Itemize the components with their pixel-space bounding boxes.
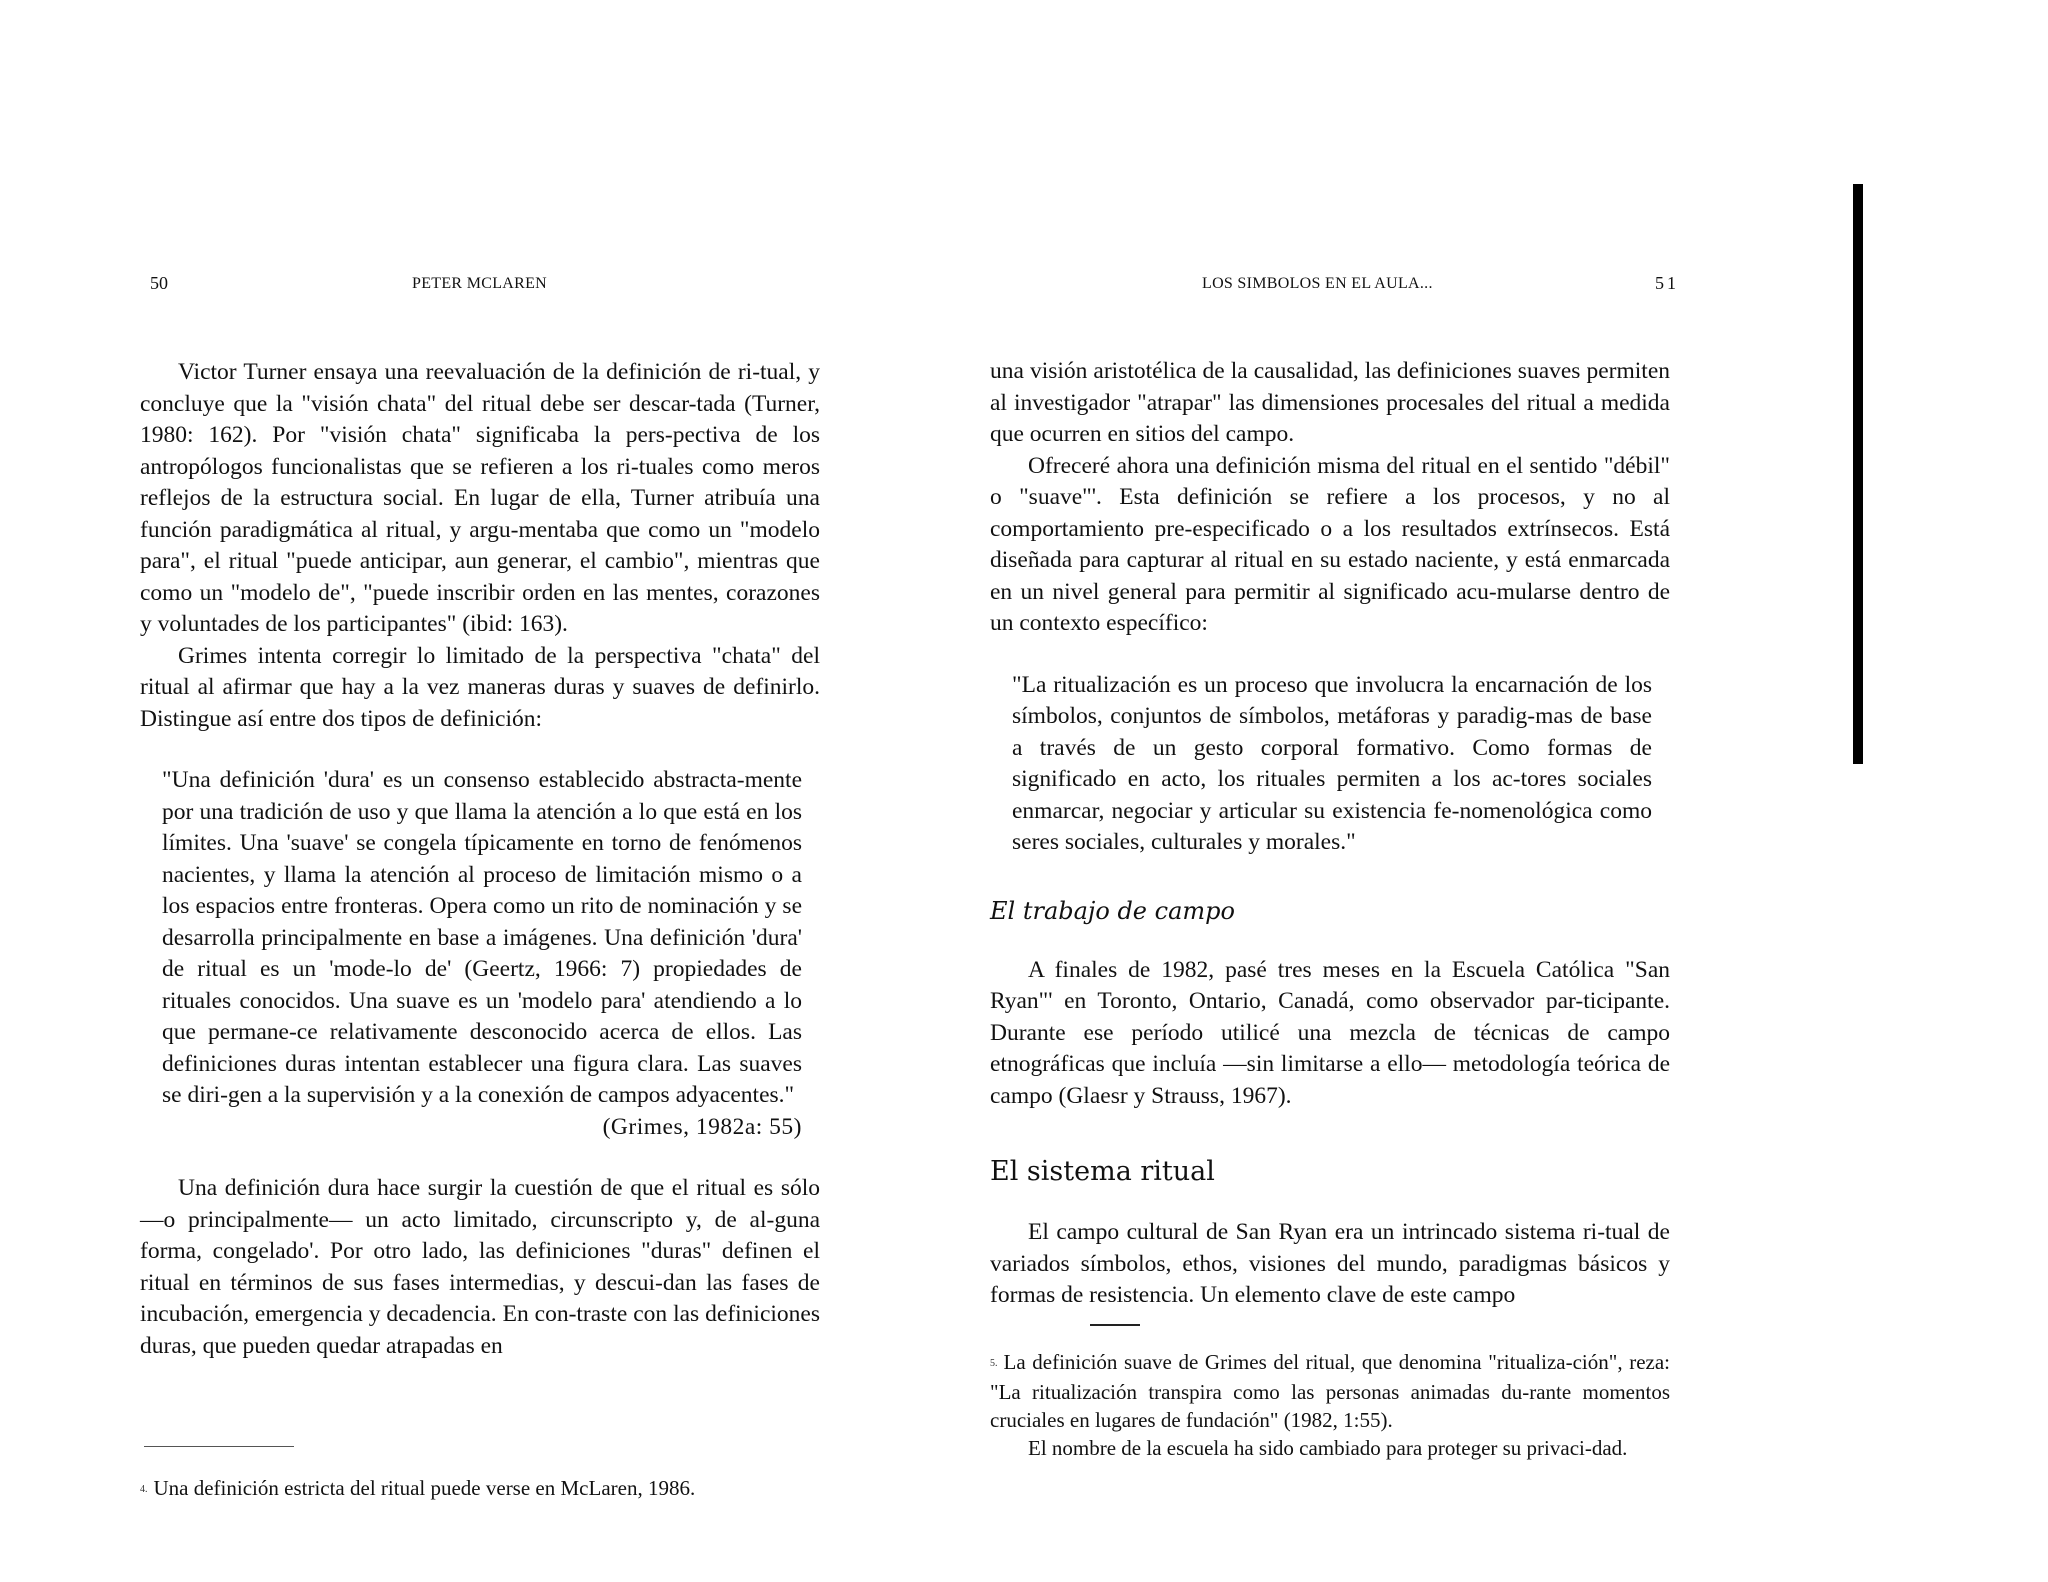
footnote-4 xyxy=(140,1474,820,1504)
paragraph-turner: Victor Turner ensaya una reevaluación de la definición de ri-tual, y concluye que la "visión chata" del ritual debe ser descar-tada (Turner, 1980: 162). Por "visión chata" significaba la pers-pectiva de los antropólogos funcionalistas que se refieren a los ri-tuales como meros reflejos de la estructura social. En lugar de ella, Turner atribuía una función paradigmática al ritual, y argu-mentaba que como un "modelo para", el ritual "puede anticipar, aun generar, el cambio", mientras que como un "modelo de", "puede inscribir orden en las mentes, corazones y voluntades de los participantes" (ibid: 163). xyxy=(140,359,820,637)
section-heading-ritual-system: El sistema ritual xyxy=(990,1156,1215,1187)
footnote-text-6: El nombre de la escuela ha sido cambiado para proteger su privaci-dad. xyxy=(1028,1436,1628,1460)
left-page-body xyxy=(140,357,820,1362)
quote-text: "Una definición 'dura' es un consenso establecido abstracta-mente por una tradición de uso y que llama la atención a lo que está en los límites. Una 'suave' se congela típicamente en torno de fenómenos nacientes, y llama la atención al proceso de limitación mismo o a los espacios entre fronteras. Opera como un rito de nominación y se desarrolla principalmente en base a imágenes. Una definición 'dura' de ritual es un 'mode-lo de' (Geertz, 1966: 7) propiedades de rituales conocidos. Una suave es un 'modelo para' atendiendo a lo que permane-ce relativamente desconocido acerca de ellos. Las definiciones duras intentan establecer una figura clara. Las suaves se diri-gen a la supervisión y a la conexión de campos adyacentes." xyxy=(162,767,802,1108)
page-number-left: 50 xyxy=(150,273,168,293)
scan-edge-bar xyxy=(1853,184,1863,764)
quote-citation: (Grimes, 1982a: 55) xyxy=(602,1113,802,1140)
running-head-author: PETER MCLAREN xyxy=(412,275,548,292)
left-page xyxy=(140,0,840,1582)
footnote-divider xyxy=(1090,1324,1140,1326)
paragraph-continued: una visión aristotélica de la causalidad, las definiciones suaves permiten al investigador "atrapar" las dimensiones procesales del ritual a medida que ocurren en sitios del campo. xyxy=(990,358,1670,447)
footnote-mark: 4. xyxy=(140,1484,148,1495)
footnote-mark: 5. xyxy=(990,1358,998,1369)
section-heading-fieldwork: El trabajo de campo xyxy=(990,896,1235,925)
footnote-divider xyxy=(144,1446,294,1447)
left-page-header xyxy=(140,273,820,297)
paragraph-fieldwork: A finales de 1982, pasé tres meses en la Escuela Católica "San Ryan"' en Toronto, Ontario, Canadá, como observador par-ticipante. Durante ese período utilicé una mezcla de técnicas de campo etnográficas que incluía —sin limitarse a ello— metodología teórica de campo (Glaesr y Strauss, 1967). xyxy=(990,956,1670,1109)
block-quote-ritualization xyxy=(1012,670,1652,859)
footnote-text: Una definición estricta del ritual puede verse en McLaren, 1986. xyxy=(153,1476,696,1500)
right-page xyxy=(990,0,1690,1582)
footnote-text-5: La definición suave de Grimes del ritual, que denomina "ritualiza-ción", reza: "La ritualización transpira como las personas animadas du-rante momentos cruciales en lugares de fundación" (1982, 1:55). xyxy=(990,1350,1670,1432)
running-head-title: LOS SIMBOLOS EN EL AULA... xyxy=(1202,275,1433,292)
quote-text: "La ritualización es un proceso que involucra la encarnación de los símbolos, conjuntos de símbolos, metáforas y paradig-mas de base a través de un gesto corporal formativo. Como formas de significado en acto, los rituales permiten a los ac-tores sociales enmarcar, negociar y articular su existencia fe-nomenológica como seres sociales, culturales y morales." xyxy=(1012,671,1652,855)
paragraph-grimes: Grimes intenta corregir lo limitado de la perspectiva "chata" del ritual al afirmar que hay a la vez maneras duras y suaves de definirlo. Distingue así entre dos tipos de definición: xyxy=(140,642,820,732)
paragraph-soft-definition: Ofreceré ahora una definición misma del ritual en el sentido "débil" o "suave"'. Esta definición se refiere a los procesos, y no al comportamiento pre-especificado o a los resultados extrínsecos. Está diseñada para capturar al ritual en su estado naciente, y está enmarcada en un nivel general para permitir al significado acu-mularse dentro de un contexto específico: xyxy=(990,452,1670,636)
footnotes-right xyxy=(990,1348,1670,1462)
paragraph-hard-definition: Una definición dura hace surgir la cuestión de que el ritual es sólo —o principalmente— un acto limitado, circunscripto y, de al-guna forma, congelado'. Por otro lado, las definiciones "duras" definen el ritual en términos de sus fases intermedias, y descui-dan las fases de incubación, emergencia y decadencia. En con-traste con las definiciones duras, que pueden quedar atrapadas en xyxy=(140,1175,820,1359)
right-page-body xyxy=(990,356,1670,1312)
right-page-header xyxy=(990,273,1679,297)
block-quote-grimes xyxy=(162,765,802,1143)
paragraph-ritual-system: El campo cultural de San Ryan era un intrincado sistema ri-tual de variados símbolos, ethos, visiones del mundo, paradigmas básicos y formas de resistencia. Un elemento clave de este campo xyxy=(990,1219,1670,1308)
page-number-right: 51 xyxy=(1655,273,1679,293)
